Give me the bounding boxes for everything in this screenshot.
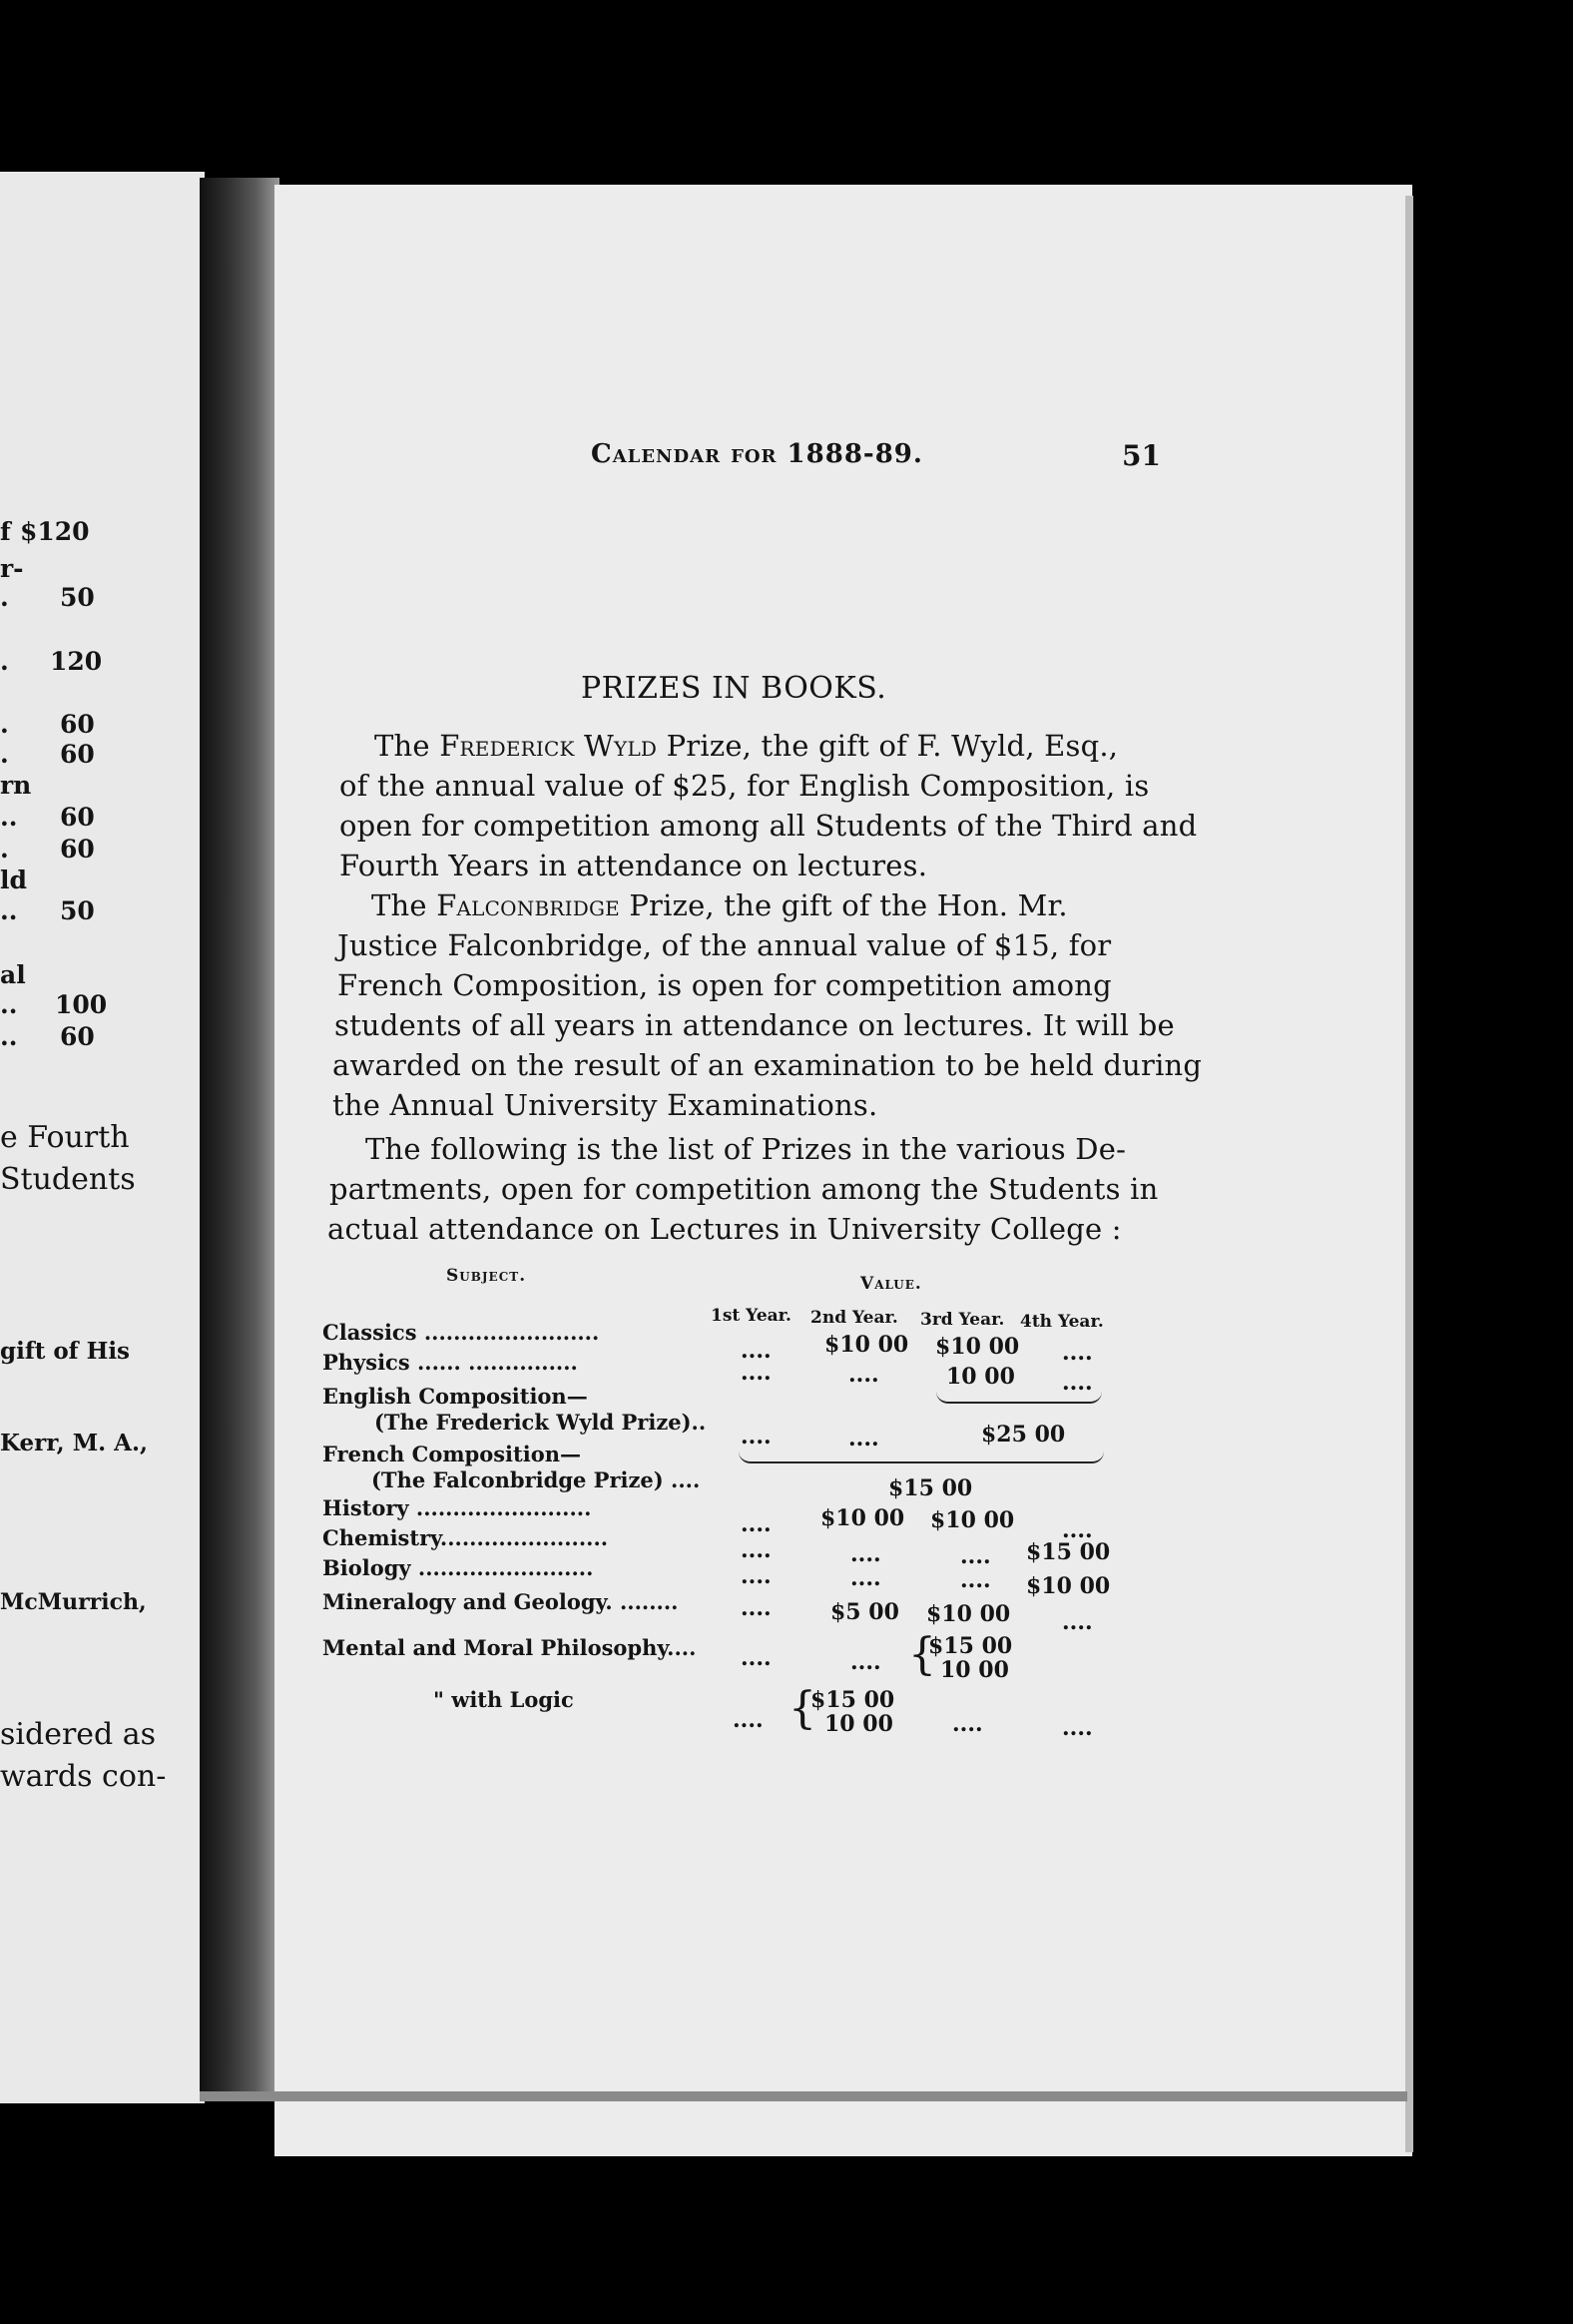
paragraph-line: Fourth Years in attendance on lectures. (339, 849, 928, 882)
book-gutter (200, 178, 279, 2094)
cell-year-1: .... (741, 1511, 772, 1537)
cell-year-4: .... (1062, 1609, 1093, 1635)
cell-year-1: .... (741, 1595, 772, 1621)
paragraph-line: French Composition, is open for competition among (337, 968, 1112, 1002)
cell-year-2: $15 00 (810, 1687, 895, 1713)
left-number-line (0, 647, 103, 676)
paragraph-line: awarded on the result of an examination to be held during (332, 1048, 1203, 1082)
left-prefix: rn (0, 771, 32, 800)
paragraph-line: The Falconbridge Prize, the gift of the Hon. Mr. (371, 888, 1068, 922)
left-text-line: wards con- (0, 1759, 167, 1794)
paragraph-line: partments, open for competition among the Students in (329, 1172, 1159, 1206)
page-bottom-edge (200, 2091, 1407, 2101)
cell-year-1: .... (741, 1338, 772, 1364)
cell-year-1: .... (741, 1537, 772, 1563)
row-subject: French Composition— (322, 1442, 581, 1466)
left-value: 60 (60, 740, 95, 769)
cell-year-3: .... (960, 1543, 991, 1569)
year-header: 1st Year. (711, 1306, 791, 1326)
subject-column-header: Subject. (446, 1266, 527, 1286)
left-prefix: ld (0, 866, 27, 894)
cell-all-years: $15 00 (888, 1475, 973, 1501)
cell-year-2: .... (848, 1426, 879, 1452)
cell-year-3: .... (960, 1567, 991, 1593)
row-subject: Classics ........................ (322, 1320, 600, 1345)
cell-year-3: 10 00 (946, 1364, 1015, 1390)
row-subject: Physics ...... ............... (322, 1350, 578, 1375)
curly-brace (936, 1392, 1102, 1404)
left-number-line (0, 771, 31, 800)
paragraph-line: The Frederick Wyld Prize, the gift of F. Wyld, Esq., (374, 729, 1119, 763)
left-number-line (0, 835, 95, 864)
left-prefix: . (0, 647, 9, 676)
left-text-line: McMurrich, (0, 1589, 147, 1615)
cell-year-1: .... (741, 1563, 772, 1589)
running-head: Calendar for 1888-89. (591, 439, 923, 469)
cell-year-2: .... (850, 1541, 881, 1567)
cell-year-1: .... (741, 1645, 772, 1671)
cell-year-3: .... (952, 1711, 983, 1737)
left-value: 50 (60, 583, 95, 612)
left-value: 50 (60, 896, 95, 925)
left-value: 120 (50, 647, 103, 676)
left-number-line (0, 554, 24, 583)
left-prefix: .. (0, 1022, 18, 1051)
page-edge (1405, 196, 1413, 2152)
cell-year-4: .... (1062, 1715, 1093, 1741)
left-prefix: . (0, 583, 9, 612)
right-page (274, 185, 1412, 2156)
year-header: 2nd Year. (810, 1308, 898, 1328)
paragraph-line: actual attendance on Lectures in University College : (327, 1212, 1122, 1246)
left-value: 60 (60, 803, 95, 832)
cell-year-4: $15 00 (1026, 1539, 1111, 1565)
cell-year-4: .... (1062, 1370, 1093, 1396)
section-title: PRIZES IN BOOKS. (581, 671, 887, 706)
paragraph-line: open for competition among all Students of the Third and (339, 809, 1198, 843)
cell-year-2: $10 00 (824, 1332, 909, 1358)
year-header: 3rd Year. (920, 1310, 1005, 1330)
curly-brace: { (788, 1683, 816, 1734)
paragraph-line: the Annual University Examinations. (332, 1088, 878, 1122)
cell-year-1: .... (741, 1424, 772, 1450)
left-prefix: .. (0, 896, 18, 925)
cell-year-1: .... (733, 1707, 764, 1733)
cell-year-2: $10 00 (820, 1505, 905, 1531)
cell-year-1: .... (741, 1360, 772, 1386)
page-number: 51 (1122, 439, 1161, 472)
left-text-line: e Fourth (0, 1120, 130, 1155)
paragraph-line: The following is the list of Prizes in the various De- (365, 1132, 1127, 1166)
left-text-line: Students (0, 1162, 136, 1197)
cell-year-4: .... (1062, 1517, 1093, 1543)
row-subject: Chemistry....................... (322, 1525, 609, 1550)
curly-brace (739, 1452, 1104, 1463)
left-text-line: gift of His (0, 1338, 131, 1365)
left-prefix: .. (0, 803, 18, 832)
left-value: $120 (20, 517, 90, 546)
row-subject: (The Frederick Wyld Prize).. (374, 1410, 707, 1435)
left-number-line (0, 740, 95, 769)
cell-year-2: 10 00 (824, 1711, 893, 1737)
cell-year-3: $15 00 (928, 1633, 1013, 1659)
cell-year-3: $10 00 (926, 1601, 1011, 1627)
cell-years-3-4: $25 00 (981, 1422, 1066, 1448)
row-subject: History ........................ (322, 1495, 592, 1520)
left-value: 60 (60, 1022, 95, 1051)
left-number-line (0, 1022, 95, 1051)
left-text-line: sidered as (0, 1717, 157, 1752)
cell-year-2: .... (850, 1649, 881, 1675)
value-column-header: Value. (860, 1274, 922, 1294)
curly-brace: { (908, 1629, 936, 1680)
left-number-line (0, 517, 90, 546)
left-prefix: .. (0, 990, 18, 1019)
paragraph-line: of the annual value of $25, for English Composition, is (339, 769, 1150, 803)
cell-year-3: $10 00 (935, 1334, 1020, 1360)
left-number-line (0, 866, 27, 894)
left-number-line (0, 583, 95, 612)
cell-year-3: $10 00 (930, 1507, 1015, 1533)
left-number-line (0, 803, 95, 832)
row-subject: English Composition— (322, 1384, 588, 1409)
row-subject: (The Falconbridge Prize) .... (371, 1467, 701, 1492)
left-number-line (0, 990, 108, 1019)
left-number-line (0, 896, 95, 925)
left-prefix: al (0, 960, 26, 989)
left-prefix: . (0, 740, 9, 769)
left-value: 60 (60, 710, 95, 739)
paragraph-line: Justice Falconbridge, of the annual value of $15, for (337, 928, 1112, 962)
year-header: 4th Year. (1020, 1312, 1104, 1332)
row-subject: Mental and Moral Philosophy.... (322, 1635, 697, 1660)
left-prefix: r- (0, 554, 24, 583)
left-value: 100 (55, 990, 108, 1019)
cell-year-3: 10 00 (940, 1657, 1009, 1683)
left-value: 60 (60, 835, 95, 864)
cell-year-4: $10 00 (1026, 1573, 1111, 1599)
row-subject: Mineralogy and Geology. ........ (322, 1589, 679, 1614)
left-number-line (0, 710, 95, 739)
left-prefix: f (0, 517, 11, 546)
left-text-line: Kerr, M. A., (0, 1430, 149, 1456)
paragraph-line: students of all years in attendance on lectures. It will be (334, 1008, 1175, 1042)
left-prefix: . (0, 710, 9, 739)
row-subject: " with Logic (433, 1687, 574, 1712)
cell-year-2: .... (850, 1565, 881, 1591)
cell-year-2: $5 00 (830, 1599, 899, 1625)
row-subject: Biology ........................ (322, 1555, 594, 1580)
cell-year-2: .... (848, 1362, 879, 1388)
cell-year-4: .... (1062, 1340, 1093, 1366)
left-prefix: . (0, 835, 9, 864)
left-number-line (0, 960, 26, 989)
